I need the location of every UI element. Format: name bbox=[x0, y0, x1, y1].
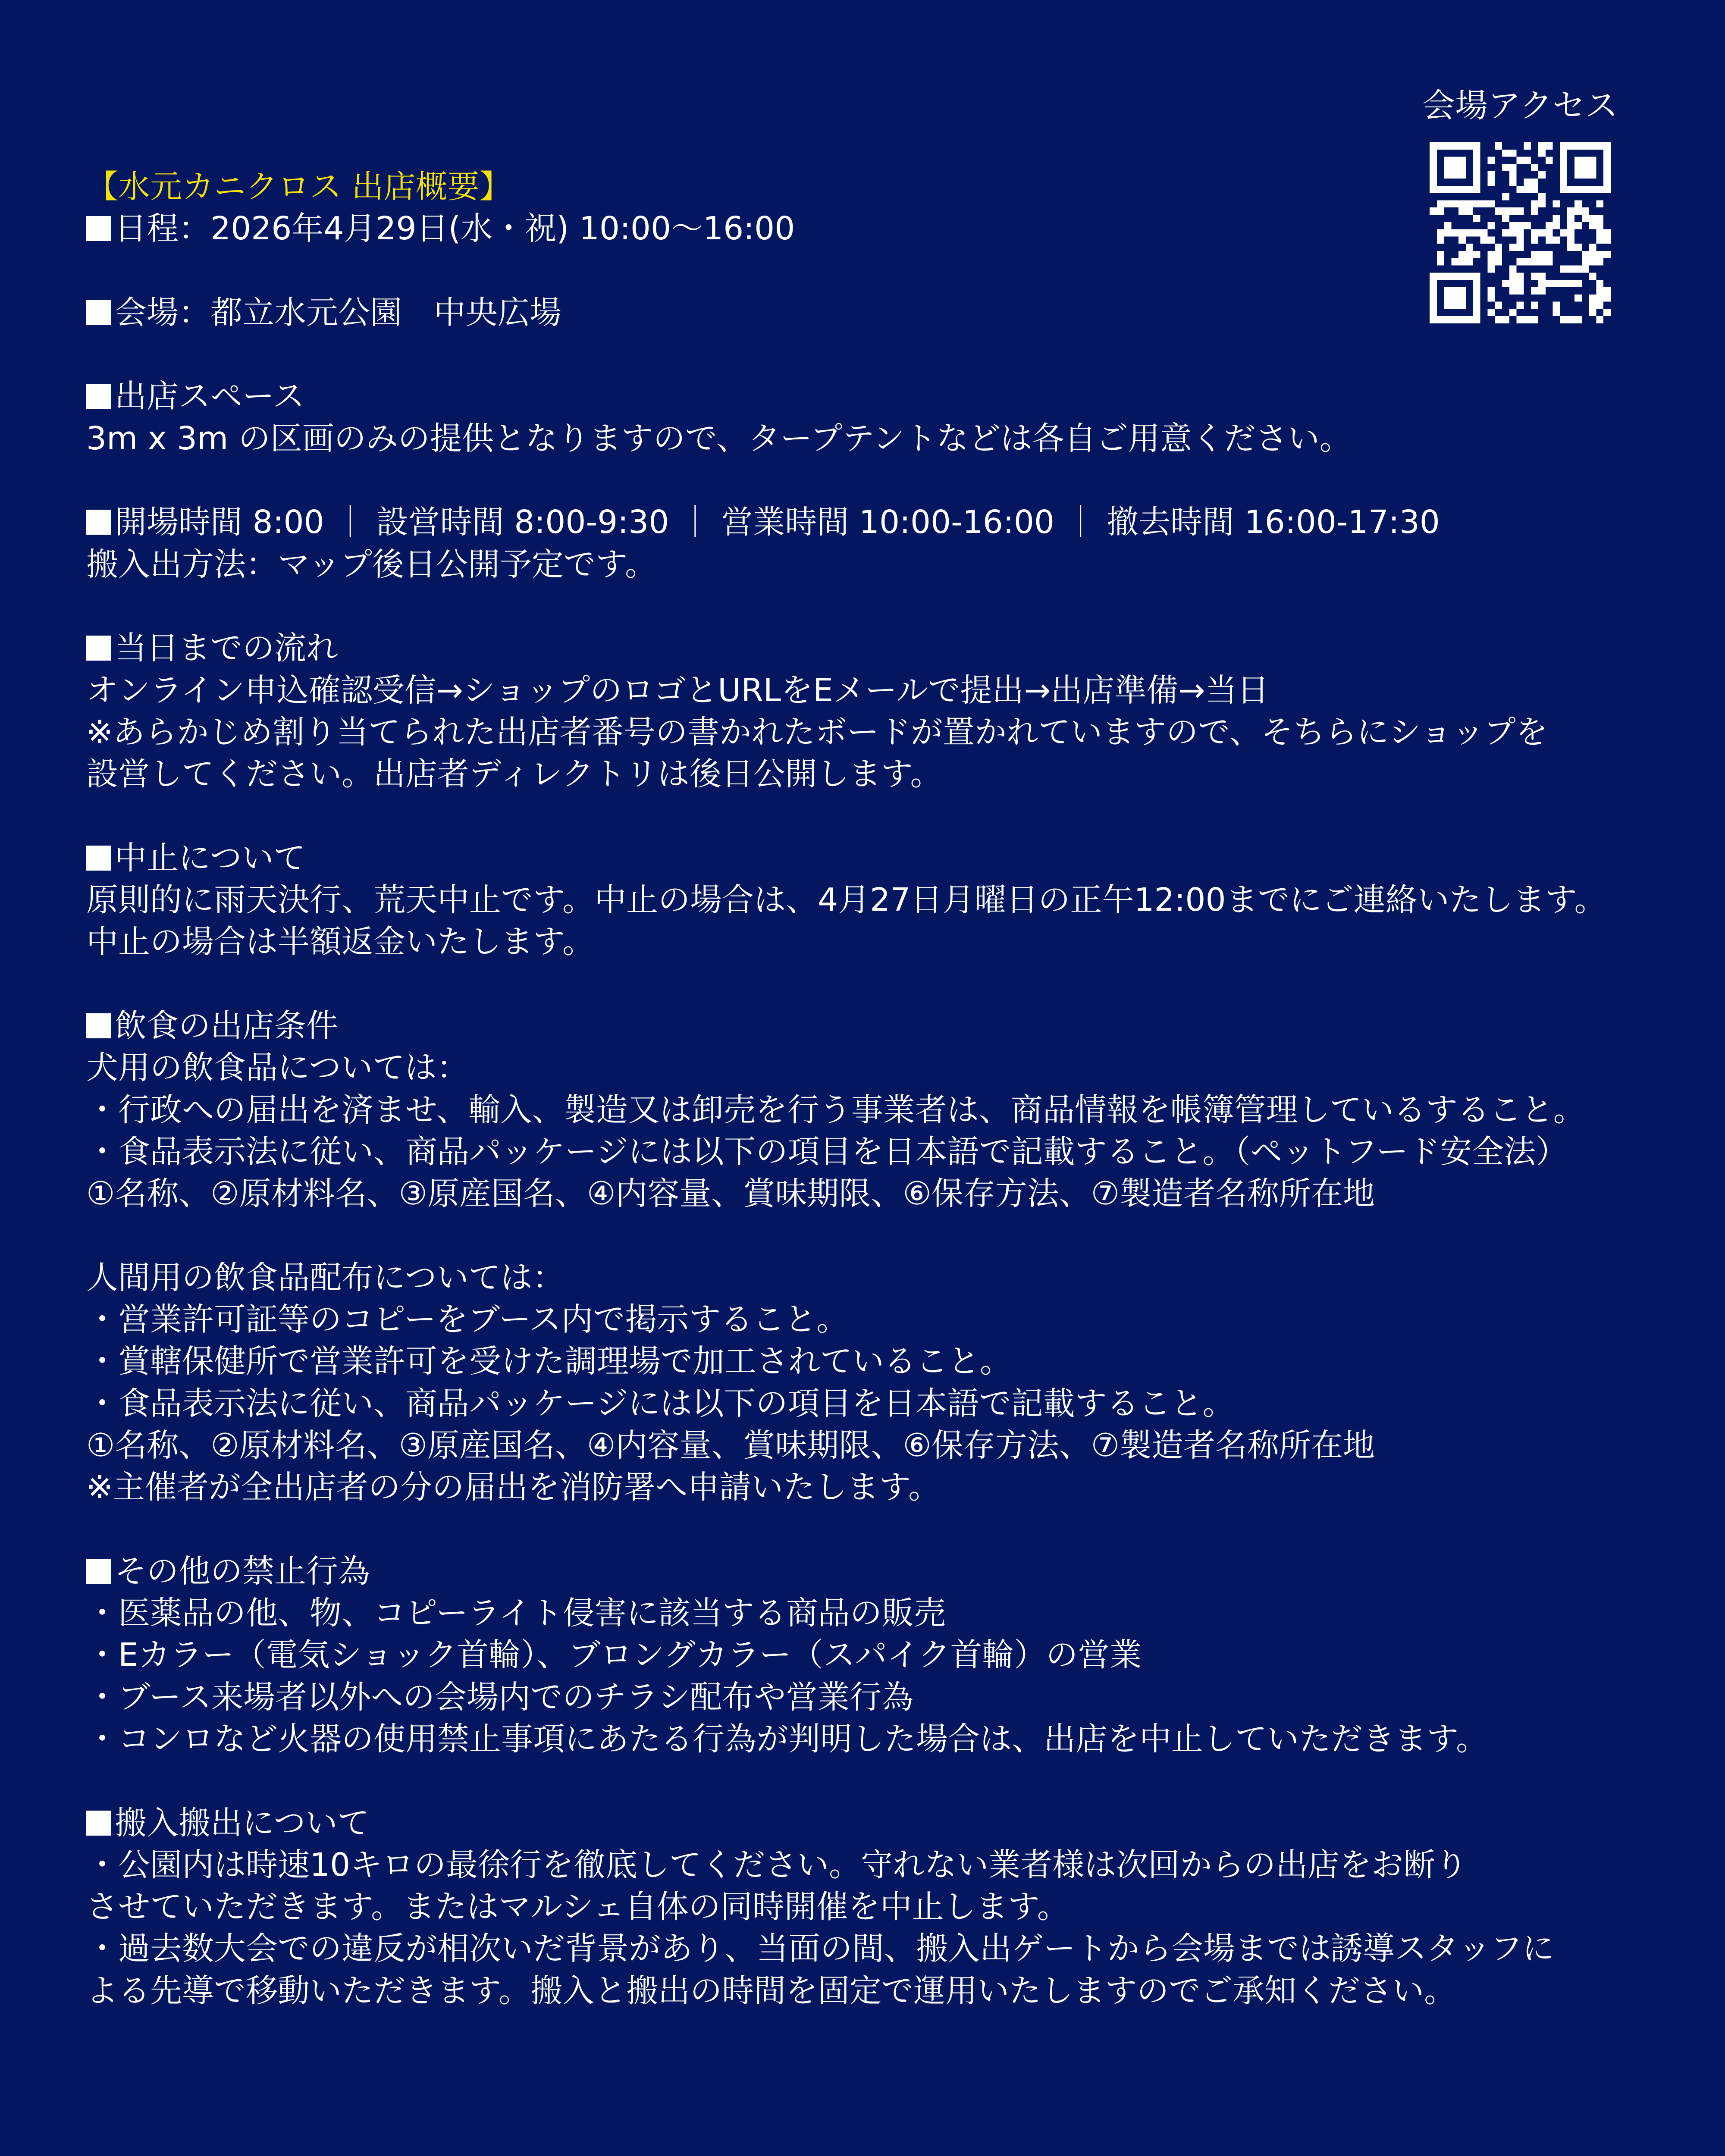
blank-line bbox=[86, 586, 1639, 627]
body-line: 3m x 3m の区画のみの提供となりますので、タープテントなどは各自ご用意ください。 bbox=[86, 420, 1352, 457]
body-line: ・医薬品の他、物、コピーライト侵害に該当する商品の販売 bbox=[86, 1595, 946, 1632]
blank-line bbox=[86, 334, 1639, 376]
square-bullet-icon bbox=[86, 1013, 111, 1038]
blank-line bbox=[86, 460, 1639, 501]
body-line: させていただきます。またはマルシェ自体の同時開催を中止します。 bbox=[86, 1888, 1069, 1926]
section-heading-text: 搬入搬出について bbox=[115, 1804, 370, 1842]
blank-line bbox=[86, 250, 1639, 292]
body-line: 犬用の飲食品については： bbox=[86, 1049, 469, 1087]
section-heading bbox=[86, 501, 1639, 543]
section-heading bbox=[86, 376, 1639, 417]
body-line: ・行政への届出を済ませ、輸入、製造又は卸売を行う事業者は、商品情報を帳簿管理しているすること。 bbox=[86, 1091, 1585, 1128]
square-bullet-icon bbox=[86, 510, 111, 535]
body-line: ・ブース来場者以外への会場内でのチラシ配布や営業行為 bbox=[86, 1678, 914, 1716]
square-bullet-icon bbox=[86, 384, 111, 409]
blank-line bbox=[86, 1760, 1639, 1802]
body-line: ・公園内は時速10キロの最徐行を徹底してください。守れない業者様は次回からの出店をお断り bbox=[86, 1846, 1468, 1883]
body-line: ・食品表示法に従い、商品パッケージには以下の項目を日本語で記載すること。（ペットフード安全法） bbox=[86, 1133, 1568, 1170]
body-line: オンライン申込確認受信→ショップのロゴとURLをEメールで提出→出店準備→当日 bbox=[86, 671, 1269, 709]
body-line: ※主催者が全出店者の分の届出を消防署へ申請いたします。 bbox=[86, 1469, 941, 1506]
body-line: 搬入出方法：マップ後日公開予定です。 bbox=[86, 545, 657, 583]
square-bullet-icon bbox=[86, 216, 111, 241]
body-line: 中止の場合は半額返金いたします。 bbox=[86, 923, 595, 961]
section-heading bbox=[86, 1005, 1639, 1047]
overview-body bbox=[86, 208, 1639, 2012]
blank-line bbox=[86, 1509, 1639, 1551]
blank-line bbox=[86, 1215, 1639, 1257]
qr-label: 会場アクセス bbox=[1422, 86, 1618, 125]
section-heading bbox=[86, 627, 1639, 669]
section-heading-text: 飲食の出店条件 bbox=[115, 1007, 338, 1044]
body-line: ・営業許可証等のコピーをブース内で掲示すること。 bbox=[86, 1301, 849, 1338]
square-bullet-icon bbox=[86, 846, 111, 871]
section-heading bbox=[86, 208, 1639, 250]
overview-title: 【水元カニクロス 出店概要】 bbox=[86, 168, 511, 205]
body-line: ・食品表示法に従い、商品パッケージには以下の項目を日本語で記載すること。 bbox=[86, 1385, 1235, 1422]
body-line: ・過去数大会での違反が相次いだ背景があり、当面の間、搬入出ゲートから会場までは誘導スタッフに bbox=[86, 1930, 1554, 1968]
square-bullet-icon bbox=[86, 636, 111, 661]
blank-line bbox=[86, 795, 1639, 837]
body-line: ・コンロなど火器の使用禁止事項にあたる行為が判明した場合は、出店を中止していただきます。 bbox=[86, 1720, 1488, 1758]
section-heading-text: 開場時間 8:00 ｜ 設営時間 8:00-9:30 ｜ 営業時間 10:00-16:00 ｜ 撤去時間 16:00-17:30 bbox=[115, 504, 1440, 541]
square-bullet-icon bbox=[86, 1811, 111, 1836]
event-overview bbox=[86, 166, 1639, 2012]
section-heading-text: 当日までの流れ bbox=[115, 630, 338, 667]
section-heading-text: 中止について bbox=[115, 839, 306, 877]
section-heading-text: 出店スペース bbox=[115, 378, 305, 415]
section-heading-text: 会場：都立水元公園 中央広場 bbox=[115, 294, 561, 331]
body-line: 人間用の飲食品配布については： bbox=[86, 1259, 565, 1296]
body-line: よる先導で移動いただきます。搬入と搬出の時間を固定で運用いたしますのでご承知ください。 bbox=[86, 1972, 1456, 2009]
section-heading bbox=[86, 837, 1639, 879]
body-line: ①名称、②原材料名、③原産国名、④内容量、賞味期限、⑥保存方法、⑦製造者名称所在地 bbox=[86, 1426, 1375, 1464]
body-line: 設営してください。出店者ディレクトリは後日公開します。 bbox=[86, 755, 942, 793]
square-bullet-icon bbox=[86, 300, 111, 325]
square-bullet-icon bbox=[86, 1559, 111, 1584]
blank-line bbox=[86, 963, 1639, 1005]
section-heading bbox=[86, 1802, 1639, 1844]
body-line: ・賞轄保健所で営業許可を受けた調理場で加工されていること。 bbox=[86, 1343, 1012, 1380]
section-heading bbox=[86, 1551, 1639, 1592]
body-line: ①名称、②原材料名、③原産国名、④内容量、賞味期限、⑥保存方法、⑦製造者名称所在地 bbox=[86, 1175, 1375, 1213]
section-heading-text: その他の禁止行為 bbox=[115, 1552, 370, 1590]
body-line: ・Eカラー（電気ショック首輪）、ブロングカラー（スパイク首輪）の営業 bbox=[86, 1636, 1142, 1674]
body-line: ※あらかじめ割り当てられた出店者番号の書かれたボードが置かれていますので、そちらにショップを bbox=[86, 713, 1548, 751]
body-line: 原則的に雨天決行、荒天中止です。中止の場合は、4月27日月曜日の正午12:00までにご連絡いたします。 bbox=[86, 881, 1606, 919]
section-heading bbox=[86, 292, 1639, 334]
section-heading-text: 日程：2026年4月29日(水・祝) 10:00〜16:00 bbox=[115, 210, 795, 248]
